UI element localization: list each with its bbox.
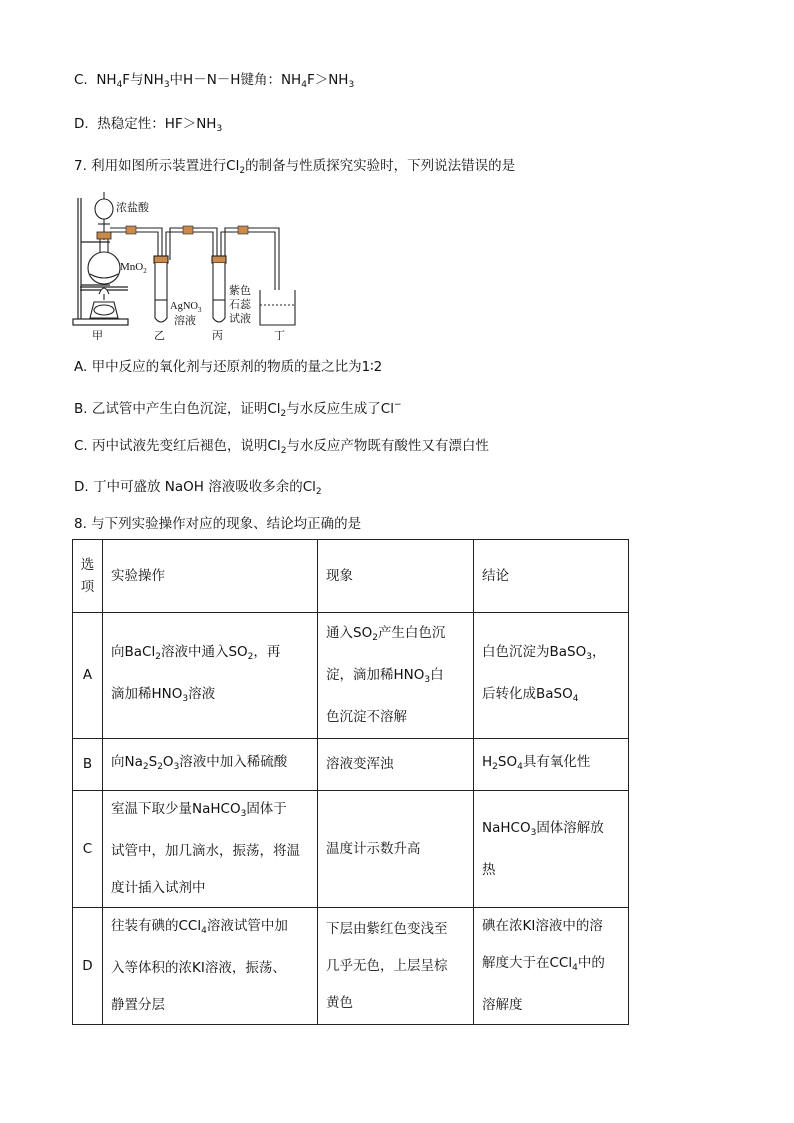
text: 入等体积的浓KI溶液，振荡、 <box>111 960 286 976</box>
phenomenon-cell: 溶液变浑浊 <box>318 739 474 791</box>
round-bottom-flask <box>88 239 120 284</box>
text: 选 <box>80 557 95 573</box>
beaker-ding <box>260 290 295 325</box>
phenomenon-cell: 温度计示数升高 <box>318 791 474 908</box>
cl2-apparatus-diagram <box>70 190 320 340</box>
q8-stem: 8. 与下列实验操作对应的现象、结论均正确的是 <box>74 516 362 532</box>
text: 室温下取少量NaHCO$_3$固体于 <box>111 801 287 819</box>
conclusion-cell <box>474 791 629 908</box>
caption-yi: 乙 <box>154 329 165 340</box>
header-option <box>73 540 103 613</box>
option-cell: D <box>73 908 103 1025</box>
subscript: 3 <box>216 124 223 134</box>
phenomenon-cell <box>318 908 474 1025</box>
text: 项 <box>80 579 95 595</box>
q6-option-d <box>74 114 222 139</box>
text: C. 丙中试液先变红后褪色，说明Cl <box>74 438 281 454</box>
option-cell: C <box>73 791 103 908</box>
header-phenomenon: 现象 <box>318 540 474 613</box>
text: 热稳定性：HF＞NH <box>97 116 217 132</box>
subscript: 2 <box>280 446 287 456</box>
option-letter: C. <box>74 72 88 88</box>
subscript: 2 <box>315 487 322 497</box>
table-row <box>73 613 629 739</box>
tube-connector <box>126 226 136 234</box>
text: 与水反应生成了Cl <box>286 401 394 417</box>
q7-option-d <box>74 477 322 502</box>
table-header-row <box>73 540 629 613</box>
subscript: 3 <box>348 80 355 90</box>
q6-option-c <box>74 70 354 95</box>
q7-option-b <box>74 395 402 424</box>
header-operation: 实验操作 <box>103 540 318 613</box>
text: 淀，滴加稀$HNO_3$白 <box>326 667 444 685</box>
label-mno2: MnO$_2$ <box>120 261 147 275</box>
operation-cell <box>103 791 318 908</box>
text: 下层由紫红色变浅至 <box>326 920 448 937</box>
table-row <box>73 791 629 908</box>
label-agno3: AgNO$_3$ <box>170 301 202 314</box>
text: 通入$SO_2$产生白色沉 <box>326 625 446 643</box>
text: 白色沉淀为BaSO$_3$， <box>482 643 606 662</box>
text: 度计插入试剂中 <box>111 880 206 896</box>
text: 试管中，加几滴水，振荡，将温 <box>111 843 300 859</box>
text: 滴加稀$HNO_3$溶液 <box>111 685 216 704</box>
text: 静置分层 <box>111 997 165 1013</box>
text: 几乎无色，上层呈棕 <box>326 957 448 974</box>
text: 后转化成BaSO$_4$ <box>482 685 579 704</box>
tube-connector <box>238 226 248 234</box>
text: B. 乙试管中产生白色沉淀，证明Cl <box>74 401 281 417</box>
label-litmus-2: 石蕊 <box>229 298 251 311</box>
text: F＞NH <box>306 72 349 88</box>
label-agno3-solution: 溶液 <box>174 314 196 327</box>
caption-jia: 甲 <box>92 329 103 340</box>
superscript: − <box>393 400 402 410</box>
q8-table <box>72 539 629 1025</box>
conclusion-cell: $H_2SO_4$具有氧化性 <box>474 739 629 791</box>
text: 的制备与性质探究实验时，下列说法错误的是 <box>245 158 516 174</box>
subscript: 3 <box>163 80 170 90</box>
subscript: 2 <box>280 409 287 419</box>
text: 中H－N－H键角：NH <box>169 72 302 88</box>
conclusion-cell <box>474 613 629 739</box>
caption-ding: 丁 <box>274 329 285 340</box>
label-litmus-3: 试液 <box>229 312 251 325</box>
subscript: 2 <box>239 166 246 176</box>
label-hcl: 浓盐酸 <box>116 201 149 214</box>
text: 黄色 <box>326 994 353 1011</box>
alcohol-lamp <box>90 288 118 318</box>
label-litmus-1: 紫色 <box>229 284 251 297</box>
text: 7. 利用如图所示装置进行Cl <box>74 158 240 174</box>
test-tube-yi <box>154 256 168 322</box>
phenomenon-cell <box>318 613 474 739</box>
operation-cell <box>103 613 318 739</box>
rubber-stopper <box>97 232 111 239</box>
q7-option-c <box>74 436 489 461</box>
test-tube-bing <box>212 256 226 322</box>
text: 溶解度 <box>482 997 523 1013</box>
text: D. 丁中可盛放 NaOH 溶液吸收多余的Cl <box>74 479 316 495</box>
option-cell: B <box>73 739 103 791</box>
text: 热 <box>482 861 496 878</box>
subscript: 4 <box>116 80 123 90</box>
table-row <box>73 908 629 1025</box>
conclusion-cell <box>474 908 629 1025</box>
option-cell: A <box>73 613 103 739</box>
operation-cell <box>103 908 318 1025</box>
header-conclusion: 结论 <box>474 540 629 613</box>
text: 往装有碘的CCl$_4$溶液试管中加 <box>111 918 288 936</box>
tube-connector <box>183 226 193 234</box>
table-row <box>73 739 629 791</box>
option-letter: D. <box>74 116 89 132</box>
caption-bing: 丙 <box>212 329 223 340</box>
text: 碘在浓KI溶液中的溶 <box>482 918 603 934</box>
text: F与NH <box>122 72 164 88</box>
text: 解度大于在CCl$_4$中的 <box>482 955 605 973</box>
q7-option-a: A. 甲中反应的氧化剂与还原剂的物质的量之比为1∶2 <box>74 359 383 375</box>
text: 色沉淀不溶解 <box>326 709 407 725</box>
text: NaHCO$_3$固体溶解放 <box>482 819 604 838</box>
text: NH <box>96 72 117 88</box>
q7-stem <box>74 156 515 181</box>
operation-cell: 向$Na_2S_2O_3$溶液中加入稀硫酸 <box>103 739 318 791</box>
text: 向BaCl$_2$溶液中通入$SO_2$，再 <box>111 643 281 662</box>
subscript: 4 <box>301 80 307 90</box>
text: 与水反应产物既有酸性又有漂白性 <box>286 438 489 454</box>
